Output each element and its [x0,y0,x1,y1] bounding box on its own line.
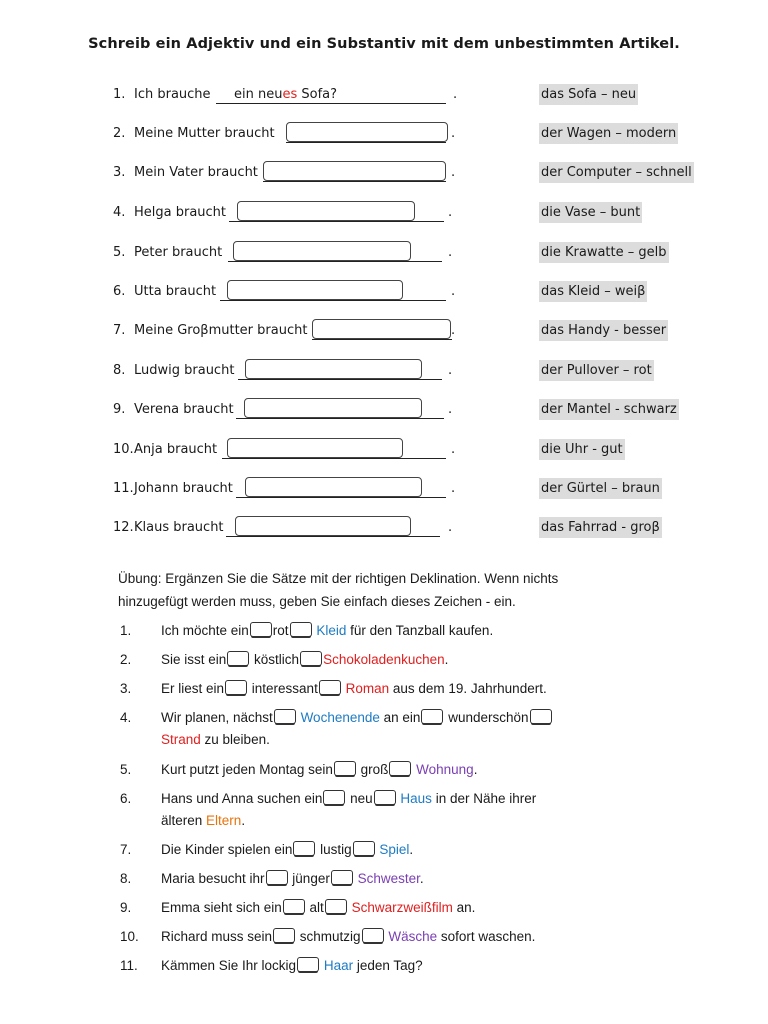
answer-input-box[interactable] [245,477,422,497]
blank-gap-input[interactable] [530,709,552,724]
sentence-period: . [448,363,453,378]
item-number: 10. [113,442,134,457]
exercise-1-row [0,279,768,305]
sentence-start: Mein Vater braucht [134,165,258,180]
sentence-period: . [451,126,456,141]
sentence-start: Meine Mutter braucht [134,126,275,141]
sentence [161,897,475,919]
item-number: 10. [120,929,139,944]
blank-gap-input[interactable] [353,841,375,856]
blank-gap-input[interactable] [374,790,396,805]
item-number: 7. [120,842,132,857]
exercise-1-row [0,121,768,147]
blank-gap-input[interactable] [274,709,296,724]
sentence [161,926,535,948]
item-number: 8. [113,363,126,378]
answer-input-box[interactable] [263,161,446,181]
sentence-text: Maria besucht ihr [161,871,265,886]
example-answer [234,86,337,104]
noun-adjective-hint: der Computer – schnell [539,162,694,183]
item-number: 5. [113,245,126,260]
blank-gap-input[interactable] [362,928,384,943]
noun-word: Wäsche [384,929,438,944]
noun-word: Roman [341,681,390,696]
blank-gap-input[interactable] [297,957,319,972]
item-number: 6. [120,791,132,806]
sentence-text: sofort waschen. [437,929,536,944]
item-number: 9. [120,900,132,915]
instructions-line-1: Übung: Ergänzen Sie die Sätze mit der richtigen Deklination. Wenn nichts [118,571,559,586]
exercise-2-instructions [118,567,678,613]
sentence-period: . [451,323,456,338]
sentence-text: Sie isst ein [161,652,227,667]
noun-adjective-hint: die Krawatte – gelb [539,242,669,263]
noun-adjective-hint: das Handy - besser [539,320,668,341]
worksheet-title: Schreib ein Adjektiv und ein Substantiv mit dem unbestimmten Artikel. [88,36,680,52]
item-number: 3. [113,165,126,180]
noun-word: Schwarzweißfilm [347,900,453,915]
sentence-text: aus dem 19. Jahrhundert. [389,681,547,696]
sentence-period: . [448,245,453,260]
item-number: 1. [120,623,132,638]
blank-gap-input[interactable] [389,761,411,776]
sentence-text: Ich möchte ein [161,623,249,638]
blank-gap-input[interactable] [266,870,288,885]
noun-adjective-hint: das Fahrrad - groβ [539,517,662,538]
noun-adjective-hint: das Kleid – weiβ [539,281,647,302]
blank-gap-input[interactable] [290,622,312,637]
sentence-start: Anja braucht [134,442,218,457]
sentence-period: . [451,165,456,180]
sentence [161,620,493,642]
blank-gap-input[interactable] [227,651,249,666]
exercise-1-row [0,437,768,463]
sentence-text: . [473,762,478,777]
item-number: 11. [120,958,138,973]
sentence-text: jeden Tag? [353,958,423,973]
sentence-text: zu bleiben. [200,732,270,747]
sentence-start: Helga braucht [134,205,227,220]
sentence-start: Klaus braucht [134,520,224,535]
sentence-text: Kämmen Sie Ihr lockig [161,958,297,973]
exercise-1-row [0,240,768,266]
sentence-period: . [448,402,453,417]
noun-adjective-hint: der Pullover – rot [539,360,654,381]
sentence [161,707,553,729]
answer-underline [238,379,442,380]
exercise-1-row [0,515,768,541]
blank-gap-input[interactable] [293,841,315,856]
answer-input-box[interactable] [227,280,403,300]
sentence-text: . [419,871,424,886]
sentence-text: Er liest ein [161,681,225,696]
noun-adjective-hint: die Uhr - gut [539,439,625,460]
example-answer-start: ein neu [234,87,283,102]
sentence-start: Verena braucht [134,402,234,417]
exercise-1-row [0,358,768,384]
sentence-text: wunderschön [444,710,529,725]
noun-word: Haar [320,958,354,973]
sentence-start: Utta braucht [134,284,217,299]
item-number: 8. [120,871,132,886]
noun-adjective-hint: der Gürtel – braun [539,478,662,499]
sentence-text: älteren [161,813,207,828]
sentence-text: . [241,813,246,828]
answer-underline [312,339,452,340]
answer-input-box[interactable] [227,438,403,458]
item-number: 6. [113,284,126,299]
sentence-continuation [161,810,245,832]
sentence-period: . [451,284,456,299]
sentence-text: Wir planen, nächst [161,710,273,725]
blank-gap-input[interactable] [331,870,353,885]
sentence [161,678,547,700]
noun-word: Haus [396,791,432,806]
item-number: 4. [120,710,132,725]
sentence [161,839,413,861]
sentence-text: interessant [248,681,318,696]
noun-word: Schwester [353,871,420,886]
item-number: 3. [120,681,132,696]
noun-word: Eltern [206,813,242,828]
instructions-line-2: hinzugefügt werden muss, geben Sie einfach dieses Zeichen - ein. [118,594,516,609]
exercise-1-row [0,397,768,423]
item-number: 5. [120,762,132,777]
noun-word: Kleid [312,623,347,638]
example-answer-noun: Sofa? [297,87,338,102]
blank-gap-input[interactable] [421,709,443,724]
sentence-text: rot [272,623,289,638]
answer-input-box[interactable] [244,398,422,418]
answer-underline [236,497,446,498]
sentence-text: schmutzig [296,929,361,944]
answer-underline [286,142,446,143]
sentence [161,649,448,671]
sentence [161,788,536,810]
sentence-start: Johann braucht [134,481,233,496]
answer-input-box[interactable] [245,359,422,379]
blank-gap-input[interactable] [283,899,305,914]
noun-word: Schokoladenkuchen [323,652,445,667]
sentence-text: neu [346,791,373,806]
blank-gap-input[interactable] [300,651,322,666]
item-number: 1. [113,87,126,102]
sentence-start: Meine Groβmutter braucht [134,323,308,338]
sentence-text: Die Kinder spielen ein [161,842,293,857]
blank-gap-input[interactable] [319,680,341,695]
answer-input-box[interactable] [237,201,415,221]
item-number: 7. [113,323,126,338]
exercise-1-row [0,160,768,186]
noun-adjective-hint: der Wagen – modern [539,123,678,144]
item-number: 2. [120,652,132,667]
noun-adjective-hint: der Mantel - schwarz [539,399,679,420]
item-number: 12. [113,520,134,535]
item-number: 2. [113,126,126,141]
sentence-text: köstlich [250,652,300,667]
answer-underline [263,181,446,182]
sentence-period: . [453,87,458,102]
noun-word: Wochenende [296,710,380,725]
answer-input-box[interactable] [233,241,411,261]
answer-underline [220,300,446,301]
blank-gap-input[interactable] [325,899,347,914]
item-number: 11. [113,481,134,496]
sentence-period: . [448,520,453,535]
sentence-start: Ich brauche [134,87,211,102]
blank-gap-input[interactable] [334,761,356,776]
exercise-1-row [0,82,768,108]
answer-input-box[interactable] [312,319,451,339]
sentence-text: Kurt putzt jeden Montag sein [161,762,333,777]
blank-gap-input[interactable] [250,622,272,637]
sentence-continuation [161,729,270,751]
sentence-text: . [444,652,449,667]
answer-underline [229,221,444,222]
item-number: 4. [113,205,126,220]
sentence-period: . [448,205,453,220]
answer-underline [222,458,446,459]
sentence-text: an ein [379,710,421,725]
answer-underline [236,418,444,419]
blank-gap-input[interactable] [273,928,295,943]
answer-underline [228,261,442,262]
sentence-text: alt [305,900,324,915]
sentence-text: Richard muss sein [161,929,273,944]
sentence [161,759,477,781]
noun-word: Strand [161,732,201,747]
noun-adjective-hint: die Vase – bunt [539,202,642,223]
exercise-1-row [0,318,768,344]
sentence-text: lustig [316,842,352,857]
sentence [161,868,424,890]
answer-input-box[interactable] [286,122,448,142]
item-number: 9. [113,402,126,417]
sentence-text: jünger [288,871,330,886]
sentence [161,955,423,977]
answer-input-box[interactable] [235,516,411,536]
sentence-text: für den Tanzball kaufen. [346,623,494,638]
exercise-1-row [0,200,768,226]
sentence-text: groß [356,762,389,777]
sentence-text: in der Nähe ihrer [431,791,537,806]
sentence-text: Hans und Anna suchen ein [161,791,323,806]
blank-gap-input[interactable] [323,790,345,805]
sentence-start: Peter braucht [134,245,223,260]
sentence-period: . [451,481,456,496]
sentence-text: an. [452,900,476,915]
noun-word: Spiel [375,842,410,857]
blank-gap-input[interactable] [225,680,247,695]
example-answer-ending: es [282,87,298,102]
answer-underline [226,536,440,537]
noun-word: Wohnung [412,762,474,777]
sentence-text: Emma sieht sich ein [161,900,282,915]
sentence-period: . [451,442,456,457]
sentence-text: . [409,842,414,857]
exercise-1-row [0,476,768,502]
sentence-start: Ludwig braucht [134,363,235,378]
noun-adjective-hint: das Sofa – neu [539,84,638,105]
